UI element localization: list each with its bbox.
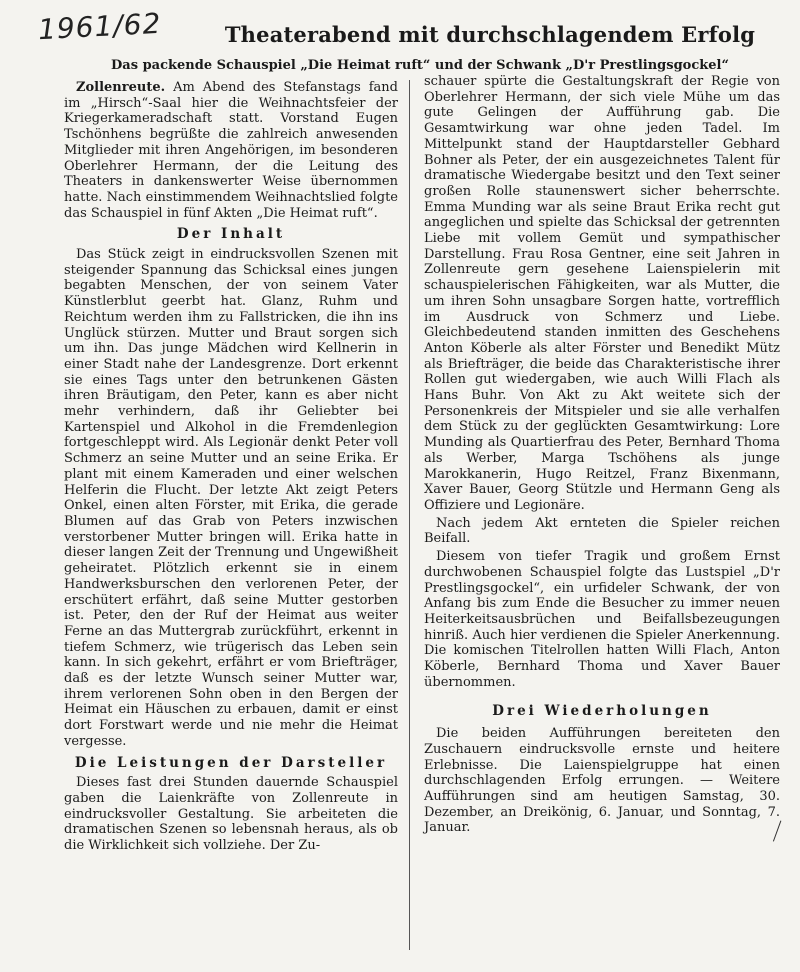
section-heading-leistungen: Die Leistungen der Darsteller <box>74 754 388 771</box>
wiederholungen-paragraph: Die beiden Aufführungen bereiteten den Zuschauern eindrucksvolle ernste und heitere Erlebnisse. Die Laienspielgruppe hat einen durchschlagenden Erfolg errungen. — Weitere Aufführungen sind am heutigen Samstag, 30. Dezember, an Dreikönig, 6. Januar, und Sonntag, 7. Januar. <box>424 726 780 836</box>
intro-text: Am Abend des Stefanstags fand im „Hirsch“-Saal hier die Weihnachtsfeier der Kriegerkameradschaft statt. Vorstand Eugen Tschönhens begrüßte die zahlreich anwesenden Mitglieder mit ihren Angehörigen, im besonderen Oberlehrer Hermann, der die Leitung des Theaters in dankenswerter Weise übernommen hatte. Nach einstimmendem Weihnachtslied folgte das Schauspiel in fünf Akten „Die Heimat ruft“. <box>64 80 399 221</box>
section-heading-wiederholungen: Drei Wiederholungen <box>492 703 712 720</box>
left-column <box>64 80 398 856</box>
right-column <box>424 74 780 838</box>
handwritten-note: 1961/62 <box>37 6 163 47</box>
article-headline: Theaterabend mit durchschlagendem Erfolg <box>224 22 756 47</box>
cast-paragraph: schauer spürte die Gestaltungskraft der Regie von Oberlehrer Hermann, der sich viele Mühe um das gute Gelingen der Aufführung gab. Die Gesamtwirkung war ohne jeden Tadel. Im Mittelpunkt stand der Hauptdarsteller Gebhard Bohner als Peter, der ein ausgezeichnetes Talent für dramatische Wiedergabe besitzt und den Text seiner großen Rolle staunenswert sicher beherrschte. Emma Munding war als seine Braut Erika recht gut angeglichen und spielte das Schicksal der getrennten Liebe mit vollem Gemüt und sympathischer Darstellung. Frau Rosa Gentner, eine seit Jahren in Zollenreute gern gesehene Laienspielerin mit schauspielerischen Fähigkeiten, war als Mutter, die um ihren Sohn unsagbare Sorgen hatte, vortrefflich im Ausdruck von Schmerz und Liebe. Gleichbedeutend standen inmitten des Geschehens Anton Köberle als alter Förster und Benedikt Mütz als Briefträger, die beide das Charakteristische ihrer Rollen gut wiedergaben, wie auch Willi Flach als Hans Buhr. Von Akt zu Akt weitete sich der Personenkreis der Mitspieler und sie alle verhalfen dem Stück zu der geglückten Gesamtwirkung: Lore Munding als Quartierfrau des Peter, Bernhard Thoma als Werber, Marga Tschöhens als junge Marokkanerin, Hugo Reitzel, Franz Bixenmann, Xaver Bauer, Georg Stützle und Hermann Geng als Offiziere und Legionäre. <box>424 74 780 513</box>
intro-paragraph <box>64 80 398 221</box>
inhalt-paragraph: Das Stück zeigt in eindrucksvollen Szenen mit steigender Spannung das Schicksal eines jungen begabten Menschen, der von seinem Vater Künstlerblut geerbt hat. Glanz, Ruhm und Reichtum werden ihm zu Fallstricken, die ihn ins Unglück stürzen. Mutter und Braut sorgen sich um ihn. Das junge Mädchen wird Kellnerin in einer Stadt nahe der Landesgrenze. Dort erkennt sie eines Tags unter den betrunkenen Gästen ihren Bräutigam, den Peter, kann es aber nicht mehr verhindern, daß ihr Geliebter bei Kartenspiel und Alkohol in die Fremdenlegion fortgeschleppt wird. Als Legionär denkt Peter voll Schmerz an seine Mutter und an seine Erika. Er plant mit einem Kameraden und einer welschen Helferin die Flucht. Der letzte Akt zeigt Peters Onkel, einen alten Förster, mit Erika, die gerade Blumen auf das Grab von Peters inzwischen verstorbener Mutter bringen will. Erika hatte in dieser langen Zeit der Trennung und Ungewißheit geheiratet. Plötzlich erkennt sie in einem Handwerksburschen den verlorenen Peter, der erschütert erfährt, daß seine Mutter gestorben ist. Peter, den der Ruf der Heimat aus weiter Ferne an das Muttergrab zurückführt, erkennt in tiefem Schmerz, wie trügerisch das Leben sein kann. In sich gekehrt, erfährt er vom Briefträger, daß es der letzte Wunsch seiner Mutter war, ihrem verlorenen Sohn oben in den Bergen der Heimat ein Häuschen zu erbauen, damit er einst dort Forstwart werde und nie mehr die Heimat vergesse. <box>64 247 398 749</box>
column-divider <box>409 80 410 950</box>
leistungen-paragraph: Dieses fast drei Stunden dauernde Schauspiel gaben die Laienkräfte von Zollenreute in eindrucksvoller Gestaltung. Sie arbeiteten die dramatischen Szenen so lebensnah heraus, als ob die Wirklichkeit sich vollziehe. Der Zu- <box>64 775 398 854</box>
dateline: Zollenreute. <box>76 80 166 95</box>
applause-paragraph: Nach jedem Akt ernteten die Spieler reichen Beifall. <box>424 515 780 547</box>
comedy-paragraph: Diesem von tiefer Tragik und großem Ernst durchwobenen Schauspiel folgte das Lustspiel „D'r Prestlingsgockel“, ein urfideler Schwank, der von Anfang bis zum Ende die Besucher zu immer neuen Heiterkeitsausbrüchen und Beifallsbezeugungen hinriß. Auch hier verdienen die Spieler Anerkennung. Die komischen Titelrollen hatten Willi Flach, Anton Köberle, Bernhard Thoma und Xaver Bauer übernommen. <box>424 549 780 690</box>
article-subheadline: Das packende Schauspiel „Die Heimat ruft“ und der Schwank „D'r Prestlingsgockel“ <box>111 58 729 73</box>
section-heading-inhalt: Der Inhalt <box>176 226 286 243</box>
